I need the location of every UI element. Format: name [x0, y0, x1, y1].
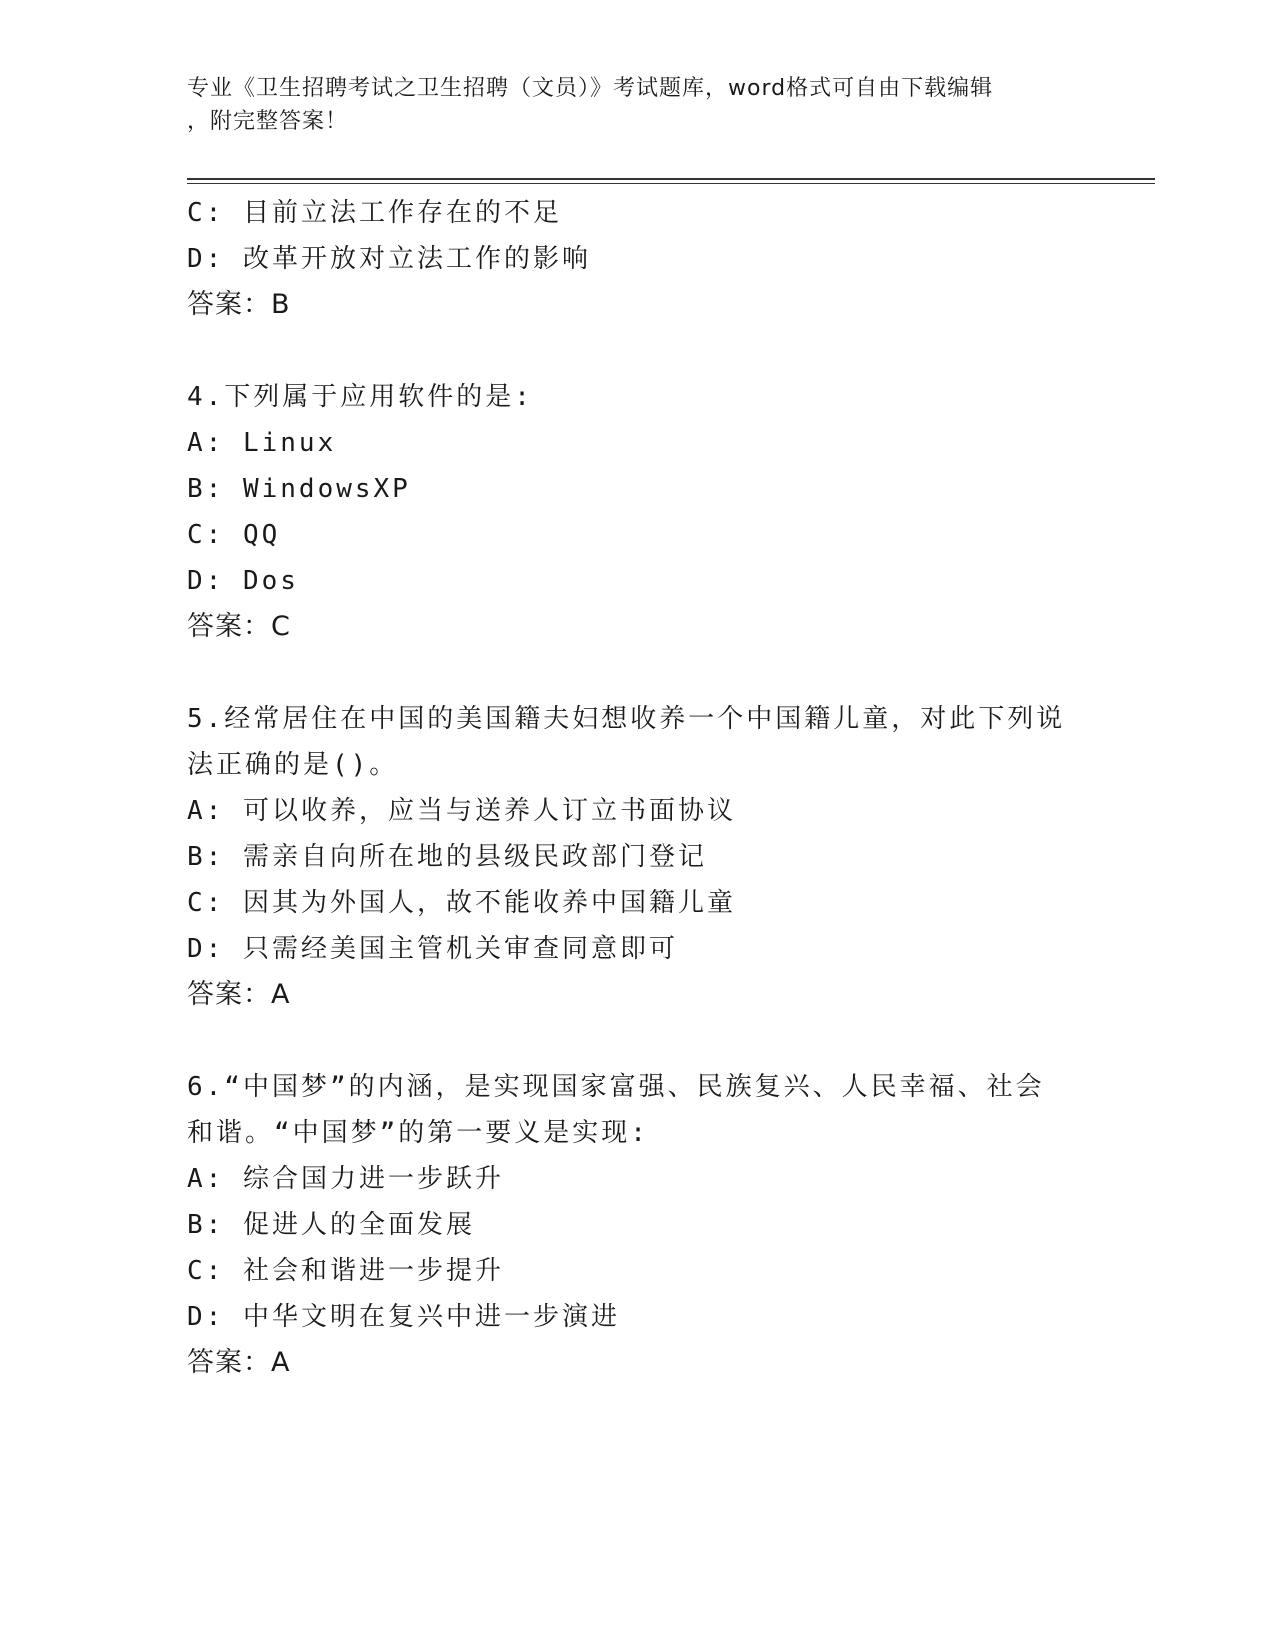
- answer-line: 答案：B: [187, 289, 291, 320]
- option-d: D: 中华文明在复兴中进一步演进: [187, 1302, 620, 1332]
- question-stem-line-2: 法正确的是()。: [187, 750, 399, 780]
- option-b: B: 促进人的全面发展: [187, 1210, 475, 1240]
- document-header: [187, 72, 1067, 138]
- option-c: C: QQ: [187, 520, 281, 550]
- option-c: C: 社会和谐进一步提升: [187, 1256, 504, 1286]
- answer-line: 答案：C: [187, 611, 291, 642]
- question-block-4: [187, 374, 1087, 650]
- header-line-1: 专业《卫生招聘考试之卫生招聘（文员）》考试题库，word格式可自由下载编辑: [187, 76, 994, 101]
- option-c: C: 目前立法工作存在的不足: [187, 198, 562, 228]
- option-d: D: 改革开放对立法工作的影响: [187, 244, 591, 274]
- answer-line: 答案：A: [187, 1347, 291, 1378]
- question-gap: [187, 1018, 1087, 1064]
- question-block-6: [187, 1064, 1087, 1386]
- option-b: B: 需亲自向所在地的县级民政部门登记: [187, 842, 707, 872]
- option-d: D: Dos: [187, 566, 299, 596]
- header-line-2: ，附完整答案！: [187, 109, 349, 134]
- option-a: A: 综合国力进一步跃升: [187, 1164, 504, 1194]
- question-block-5: [187, 696, 1087, 1018]
- header-divider-bottom: [187, 183, 1155, 184]
- option-a: A: 可以收养，应当与送养人订立书面协议: [187, 796, 736, 826]
- question-gap: [187, 650, 1087, 696]
- answer-line: 答案：A: [187, 979, 291, 1010]
- question-stem-line-2: 和谐。“中国梦”的第一要义是实现:: [187, 1118, 649, 1148]
- question-stem-line-1: 6.“中国梦”的内涵，是实现国家富强、民族复兴、人民幸福、社会: [187, 1072, 1045, 1102]
- question-gap: [187, 328, 1087, 374]
- question-stem: 4.下列属于应用软件的是:: [187, 382, 533, 412]
- option-d: D: 只需经美国主管机关审查同意即可: [187, 934, 678, 964]
- option-a: A: Linux: [187, 428, 337, 458]
- option-b: B: WindowsXP: [187, 474, 411, 504]
- question-stem-line-1: 5.经常居住在中国的美国籍夫妇想收养一个中国籍儿童，对此下列说: [187, 704, 1066, 734]
- question-block-prev: [187, 190, 1087, 328]
- question-list: [187, 190, 1087, 1386]
- header-divider-top: [187, 178, 1155, 180]
- option-c: C: 因其为外国人，故不能收养中国籍儿童: [187, 888, 736, 918]
